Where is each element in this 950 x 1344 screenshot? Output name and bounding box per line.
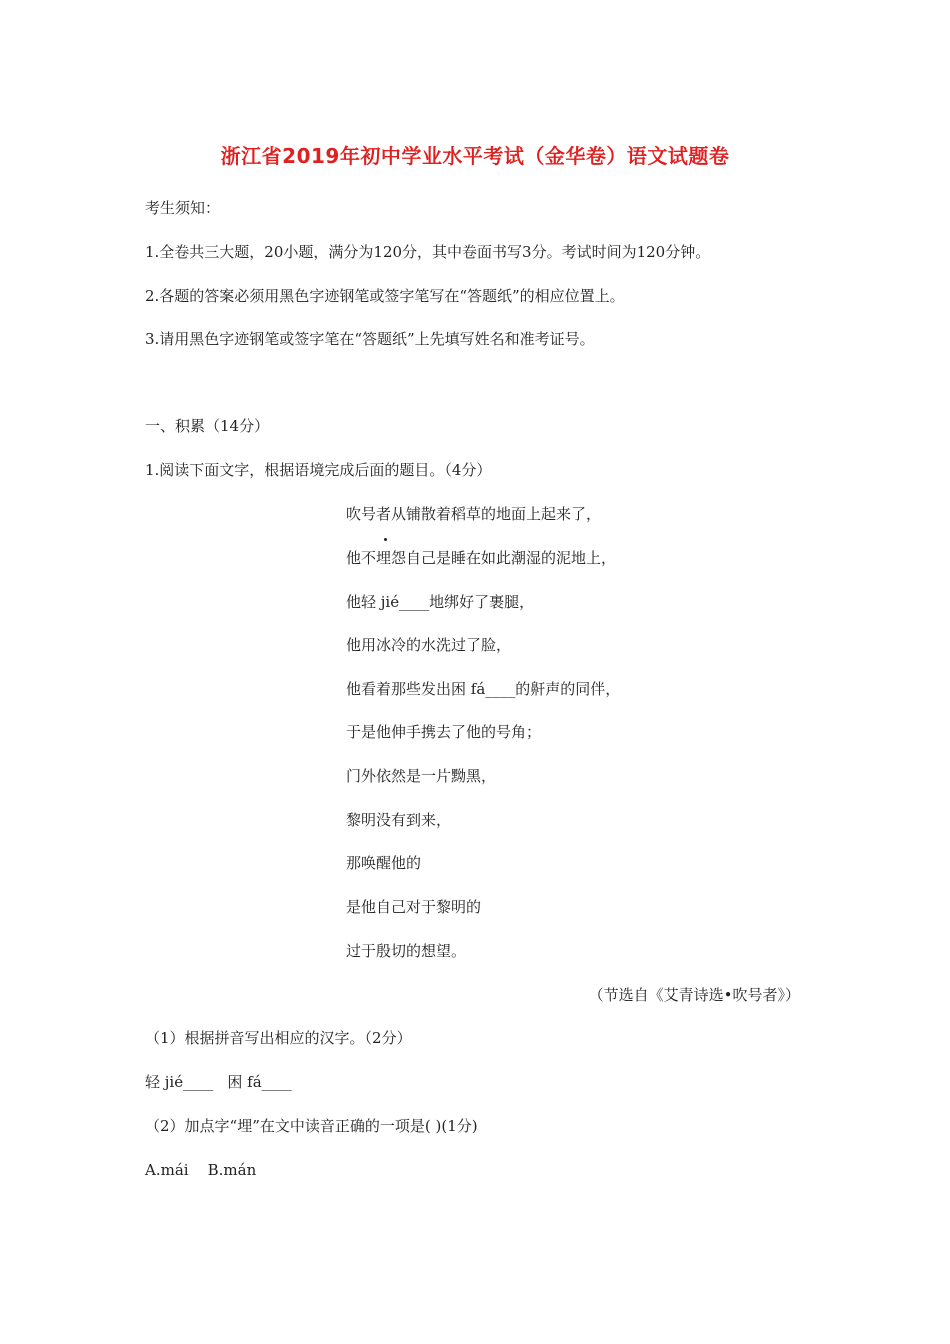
notice-heading: 考生须知： xyxy=(145,199,221,217)
poem-line: 黎明没有到来， xyxy=(346,811,452,829)
poem-line: 是他自己对于黎明的 xyxy=(346,898,482,916)
poem-line: 他看着那些发出困 fá____的鼾声的同伴， xyxy=(346,680,621,698)
page-title: 浙江省2019年初中学业水平考试（金华卷）语文试题卷 xyxy=(220,144,730,168)
notice-item: 1.全卷共三大题，20小题，满分为120分，其中卷面书写3分。考试时间为120分钟。 xyxy=(145,243,711,261)
notice-item: 2.各题的答案必须用黑色字迹钢笔或签字笔写在“答题纸”的相应位置上。 xyxy=(145,287,625,305)
notice-item: 3.请用黑色字迹钢笔或签字笔在“答题纸”上先填写姓名和准考证号。 xyxy=(145,330,595,348)
poem-line: 门外依然是一片黝黑， xyxy=(346,767,497,785)
sub-question-1: （1）根据拼音写出相应的汉字。（2分） xyxy=(145,1029,412,1047)
sub-question-2: （2）加点字“埋”在文中读音正确的一项是( )(1分) xyxy=(145,1117,478,1135)
poem-line: 他不埋怨自己是睡在如此潮湿的泥地上， xyxy=(346,549,617,567)
emphasis-dot xyxy=(384,538,387,541)
poem-line: 吹号者从铺散着稻草的地面上起来了， xyxy=(346,505,602,523)
sub-question-2-options: A.mái B.mán xyxy=(145,1161,257,1179)
poem-line: 那唤醒他的 xyxy=(346,854,422,872)
poem-line: 过于殷切的想望。 xyxy=(346,942,467,960)
poem-source: （节选自《艾青诗选•吹号者》） xyxy=(588,986,800,1004)
sub-question-1-blanks: 轻 jié____ 困 fá____ xyxy=(145,1073,292,1091)
section-heading: 一、积累（14分） xyxy=(145,417,270,435)
poem-line: 于是他伸手携去了他的号角； xyxy=(346,723,542,741)
question-1: 1.阅读下面文字，根据语境完成后面的题目。（4分） xyxy=(145,461,492,479)
poem-line: 他用冰冷的水洗过了脸， xyxy=(346,636,512,654)
poem-line: 他轻 jié____地绑好了裹腿， xyxy=(346,593,535,611)
